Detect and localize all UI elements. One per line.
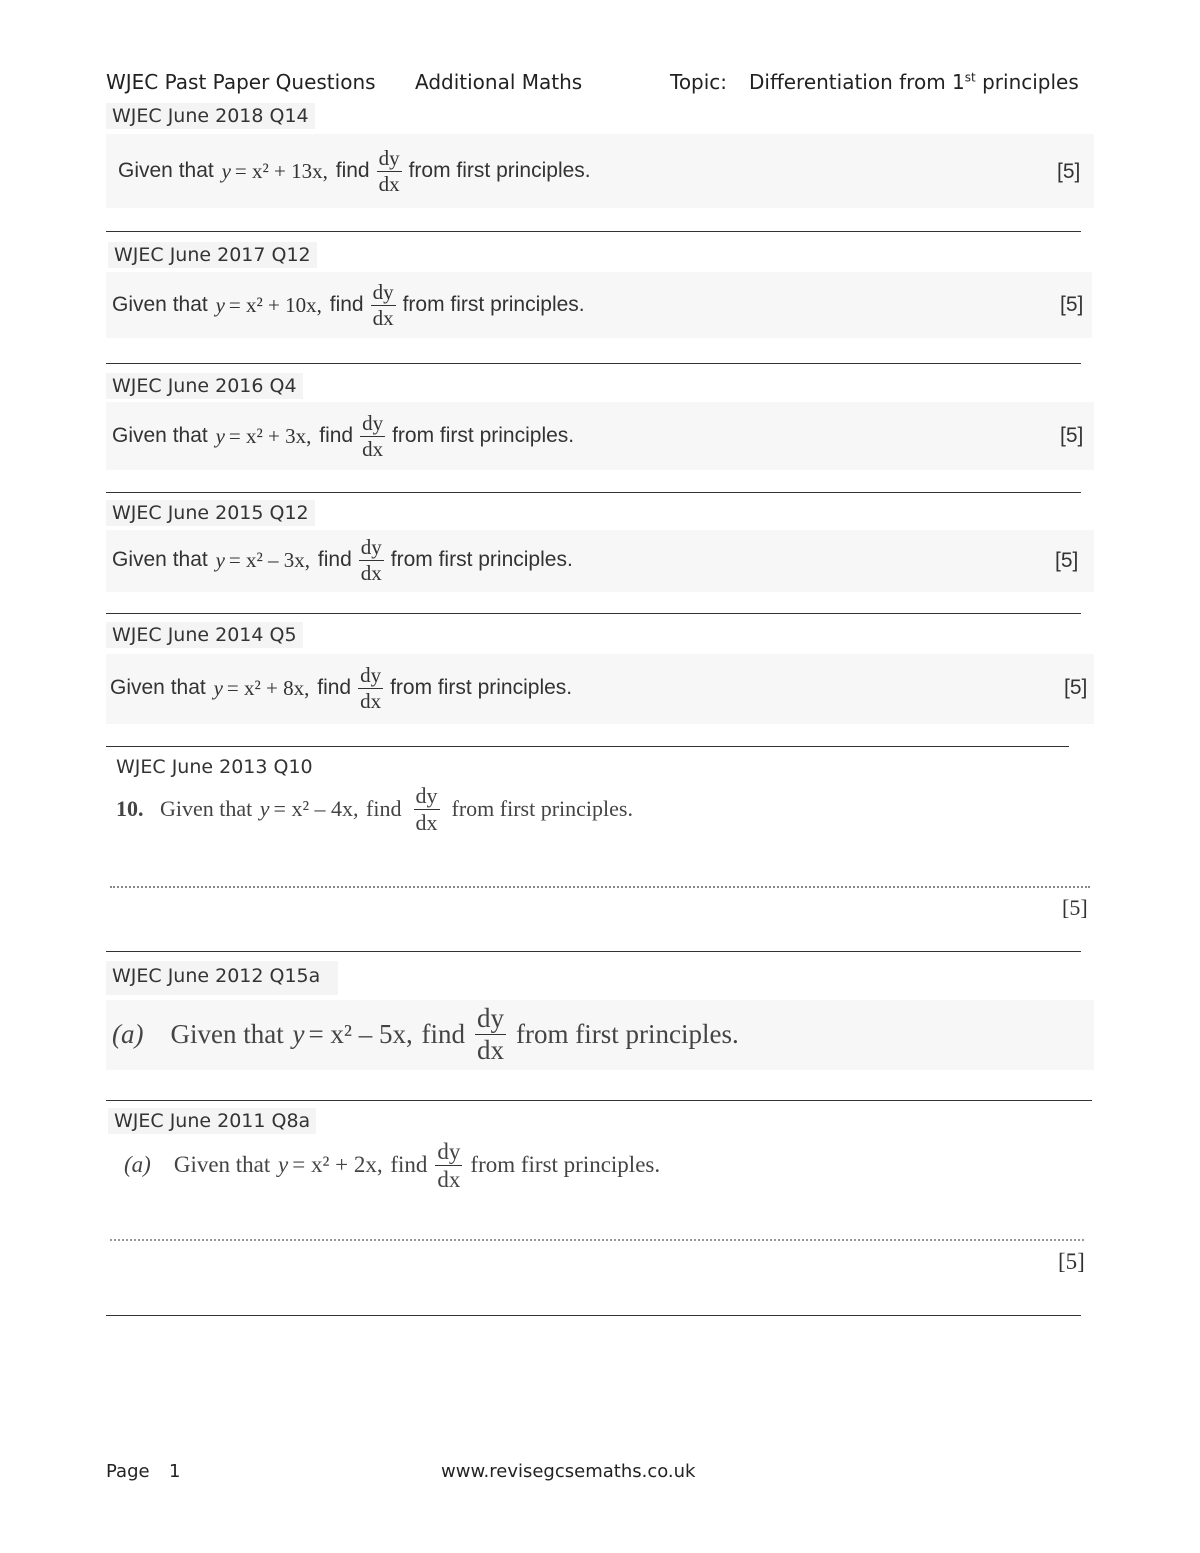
header-topic-label: Topic: <box>670 70 728 94</box>
separator <box>106 1315 1081 1316</box>
fraction-denominator: dx <box>360 560 382 585</box>
fraction-numerator: dy <box>477 1002 505 1033</box>
derivative-fraction <box>371 279 396 330</box>
marks: [5] <box>1058 1249 1085 1274</box>
marks: [5] <box>1060 293 1084 316</box>
separator <box>106 492 1081 493</box>
question-text <box>124 1138 660 1192</box>
question-part: (a) <box>112 1018 144 1049</box>
question-text <box>112 534 573 586</box>
question-expression: = x² + 10x, <box>228 292 322 317</box>
header-title: WJEC Past Paper Questions <box>106 70 376 94</box>
question-tail: from first principles. <box>470 1152 661 1177</box>
fraction-numerator: dy <box>437 1138 461 1164</box>
question-find: find <box>335 159 370 182</box>
separator <box>106 613 1081 614</box>
question-lead: Given that <box>110 676 206 699</box>
question-text <box>112 279 585 331</box>
question-lead: Given that <box>112 548 208 571</box>
marks: [5] <box>1057 160 1081 183</box>
question-y: y <box>213 675 223 700</box>
fraction-numerator: dy <box>360 662 382 687</box>
derivative-fraction <box>360 410 385 461</box>
question-find: find <box>319 424 354 447</box>
question-tail: from first principles. <box>451 796 633 821</box>
separator <box>106 951 1081 952</box>
marks: [5] <box>1060 424 1084 447</box>
question-find: find <box>390 1152 428 1177</box>
fraction-denominator: dx <box>415 809 438 835</box>
derivative-fraction <box>358 662 383 713</box>
question-tail: from first principles. <box>390 676 573 699</box>
question-y: y <box>292 1018 305 1049</box>
header-topic <box>749 70 1079 94</box>
question-text <box>112 1004 739 1064</box>
separator <box>106 363 1081 364</box>
question-number: 10. <box>116 796 144 821</box>
header-topic-text: Differentiation from 1 <box>749 70 965 94</box>
fraction-denominator: dx <box>360 688 382 713</box>
question-text <box>118 146 591 196</box>
question-y: y <box>215 547 225 572</box>
derivative-fraction <box>377 145 402 196</box>
question-find: find <box>421 1018 466 1049</box>
question-label: WJEC June 2017 Q12 <box>108 242 317 268</box>
fraction-denominator: dx <box>372 305 394 330</box>
marks: [5] <box>1062 895 1088 920</box>
fraction-numerator: dy <box>415 782 438 808</box>
question-find: find <box>329 293 364 316</box>
fraction-denominator: dx <box>362 436 384 461</box>
question-tail: from first principles. <box>392 424 575 447</box>
question-tail: from first principles. <box>402 293 585 316</box>
question-lead: Given that <box>170 1018 284 1049</box>
question-expression: = x² – 4x, <box>273 796 359 821</box>
fraction-denominator: dx <box>437 1166 461 1192</box>
question-lead: Given that <box>112 293 208 316</box>
question-label: WJEC June 2013 Q10 <box>116 756 313 778</box>
separator <box>106 746 1069 747</box>
question-text <box>116 782 633 836</box>
separator <box>106 1100 1092 1101</box>
question-find: find <box>317 676 352 699</box>
question-part: (a) <box>124 1152 151 1177</box>
fraction-numerator: dy <box>362 410 384 435</box>
derivative-fraction <box>475 1002 506 1065</box>
marks: [5] <box>1055 549 1079 572</box>
derivative-fraction <box>414 782 440 835</box>
question-expression: = x² – 5x, <box>308 1018 413 1049</box>
question-expression: = x² + 8x, <box>226 675 310 700</box>
fraction-denominator: dx <box>378 171 400 196</box>
question-y: y <box>215 423 225 448</box>
header-subject: Additional Maths <box>415 70 583 94</box>
question-expression: = x² + 13x, <box>234 158 328 183</box>
question-y: y <box>278 1152 289 1177</box>
derivative-fraction <box>359 534 384 585</box>
question-tail: from first principles. <box>516 1018 739 1049</box>
footer-page-number: 1 <box>169 1461 181 1482</box>
question-lead: Given that <box>160 796 253 821</box>
fraction-denominator: dx <box>477 1034 505 1065</box>
answer-line <box>110 886 1090 888</box>
question-expression: = x² + 2x, <box>292 1152 383 1177</box>
question-tail: from first principles. <box>408 159 591 182</box>
header-topic-sup: st <box>964 70 976 85</box>
question-text <box>110 662 572 714</box>
fraction-numerator: dy <box>372 279 394 304</box>
question-label: WJEC June 2018 Q14 <box>106 103 315 129</box>
question-label: WJEC June 2014 Q5 <box>106 622 303 648</box>
question-find: find <box>366 796 402 821</box>
question-text <box>112 410 574 462</box>
footer-page-label: Page <box>106 1461 150 1482</box>
fraction-numerator: dy <box>378 145 400 170</box>
footer-website: www.revisegcsemaths.co.uk <box>441 1461 696 1482</box>
question-lead: Given that <box>112 424 208 447</box>
separator <box>106 231 1081 232</box>
question-y: y <box>259 796 270 821</box>
question-label: WJEC June 2015 Q12 <box>106 500 315 526</box>
question-label: WJEC June 2011 Q8a <box>108 1108 316 1134</box>
header-topic-suffix: principles <box>975 70 1079 94</box>
question-tail: from first principles. <box>390 548 573 571</box>
question-y: y <box>215 292 225 317</box>
answer-line <box>110 1239 1084 1241</box>
marks: [5] <box>1064 676 1088 699</box>
question-lead: Given that <box>173 1152 271 1177</box>
question-y: y <box>221 158 231 183</box>
question-label: WJEC June 2012 Q15a <box>106 961 338 995</box>
derivative-fraction <box>435 1140 462 1191</box>
question-expression: = x² – 3x, <box>228 547 311 572</box>
question-expression: = x² + 3x, <box>228 423 312 448</box>
question-label: WJEC June 2016 Q4 <box>106 373 303 399</box>
fraction-numerator: dy <box>360 534 382 559</box>
question-lead: Given that <box>118 159 214 182</box>
question-find: find <box>317 548 352 571</box>
